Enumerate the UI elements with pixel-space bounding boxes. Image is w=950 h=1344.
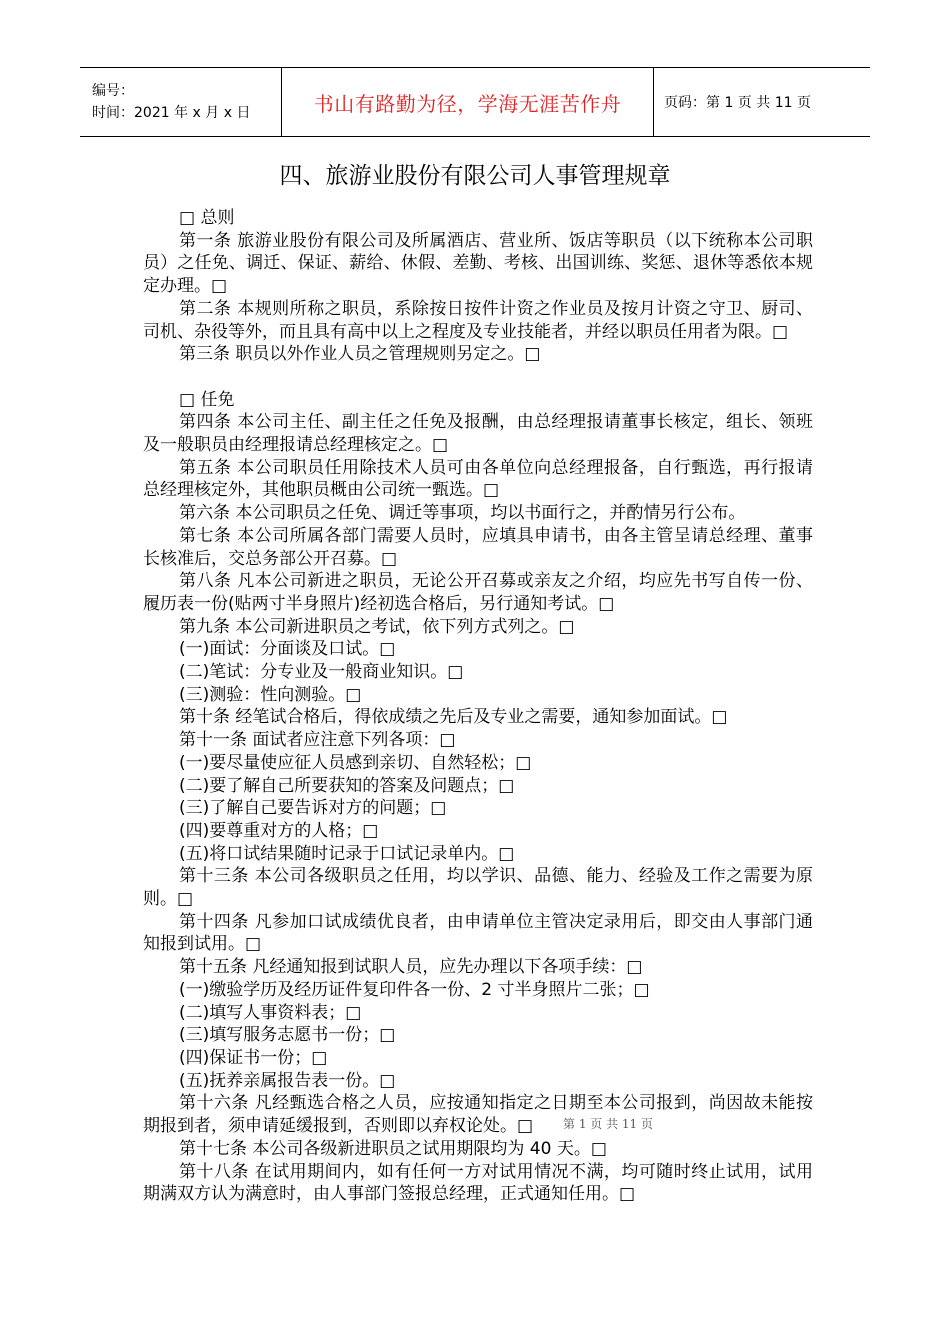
header-motto: 书山有路勤为径，学海无涯苦作舟 xyxy=(282,68,654,136)
article-11: 第十一条 面试者应注意下列各项：□ xyxy=(179,730,456,751)
article-17: 第十七条 本公司各级新进职员之试用期限均为 40 天。□ xyxy=(179,1138,607,1159)
article-15: 第十五条 凡经通知报到试职人员，应先办理以下各项手续：□ xyxy=(179,957,643,978)
article-10: 第十条 经笔试合格后，得依成绩之先后及专业之需要，通知参加面试。□ xyxy=(179,707,728,728)
article-5: 第五条 本公司职员任用除技术人员可由各单位向总经理报备，自行甄选，再行报请总经理核定外，其他职员概由公司统一甄选。□ xyxy=(143,457,813,501)
article-2: 第二条 本规则所称之职员，系除按日按件计资之作业员及按月计资之守卫、厨司、司机、杂役等外，而且具有高中以上之程度及专业技能者，并经以职员任用者为限。□ xyxy=(143,298,813,342)
article-14: 第十四条 凡参加口试成绩优良者，由申请单位主管决定录用后，即交由人事部门通知报到试用。□ xyxy=(143,911,813,955)
article-16: 第十六条 凡经甄选合格之人员，应按通知指定之日期至本公司报到，尚因故未能按期报到者，须申请延缓报到，否则即以弃权论处。□ xyxy=(143,1093,813,1137)
document-header xyxy=(80,67,870,137)
article-13: 第十三条 本公司各级职员之任用，均以学识、品德、能力、经验及工作之需要为原则。□ xyxy=(143,866,813,910)
article-1: 第一条 旅游业股份有限公司及所属酒店、营业所、饭店等职员（以下统称本公司职员）之任免、调迁、保证、薪给、休假、差勤、考核、出国训练、奖惩、退休等悉依本规定办理。□ xyxy=(143,230,813,297)
list-item: (二)要了解自己所要获知的答案及问题点；□ xyxy=(179,775,515,796)
list-item: (一)缴验学历及经历证件复印件各一份、2 寸半身照片二张；□ xyxy=(179,979,650,1000)
list-item: (四)保证书一份；□ xyxy=(179,1048,328,1068)
list-item: (二)填写人事资料表；□ xyxy=(179,1002,362,1023)
list-item: (五)抚养亲属报告表一份。□ xyxy=(179,1070,396,1091)
article-6: 第六条 本公司职员之任免、调迁等事项，均以书面行之，并酌情另行公布。 xyxy=(179,503,746,524)
article-18: 第十八条 在试用期间内，如有任何一方对试用情况不满，均可随时终止试用，试用期满双方认为满意时，由人事部门签报总经理，正式通知任用。□ xyxy=(143,1161,813,1205)
article-4: 第四条 本公司主任、副主任之任免及报酬，由总经理报请董事长核定，组长、领班及一般职员由经理报请总经理核定之。□ xyxy=(143,412,813,456)
article-7: 第七条 本公司所属各部门需要人员时，应填具申请书，由各主管呈请总经理、董事长核准后，交总务部公开召募。□ xyxy=(143,525,813,569)
article-9: 第九条 本公司新进职员之考试，依下列方式列之。□ xyxy=(179,616,575,637)
document-title: 四、旅游业股份有限公司人事管理规章 xyxy=(279,163,671,189)
section-heading-general: □ 总则 xyxy=(179,208,235,228)
number-label: 编号： xyxy=(92,83,134,99)
list-item: (三)了解自己要告诉对方的问题；□ xyxy=(179,798,447,819)
list-item: (二)笔试：分专业及一般商业知识。□ xyxy=(179,662,464,683)
section-gap xyxy=(143,366,813,389)
list-item: (一)要尽量使应征人员感到亲切、自然轻松；□ xyxy=(179,752,532,773)
document-body xyxy=(143,207,813,1206)
article-8: 第八条 凡本公司新进之职员，无论公开召募或亲友之介绍，均应先书写自传一份、履历表一份(贴两寸半身照片)经初选合格后，另行通知考试。□ xyxy=(143,571,813,614)
list-item: (三)填写服务志愿书一份；□ xyxy=(179,1025,396,1046)
section-heading-appointment: □ 任免 xyxy=(179,389,235,410)
date-label: 时间：2021 年 x 月 x 日 xyxy=(92,105,251,121)
list-item: (四)要尊重对方的人格；□ xyxy=(179,820,379,841)
list-item: (五)将口试结果随时记录于口试记录单内。□ xyxy=(179,843,515,864)
list-item: (一)面试：分面谈及口试。□ xyxy=(179,639,396,660)
header-meta xyxy=(80,68,282,136)
list-item: (三)测验：性向测验。□ xyxy=(179,684,362,705)
header-page-label: 页码：第 1 页 共 11 页 xyxy=(664,95,811,111)
article-3: 第三条 职员以外作业人员之管理规则另定之。□ xyxy=(179,344,541,365)
page-number-overlay: 第 1 页 共 11 页 xyxy=(563,1117,653,1131)
